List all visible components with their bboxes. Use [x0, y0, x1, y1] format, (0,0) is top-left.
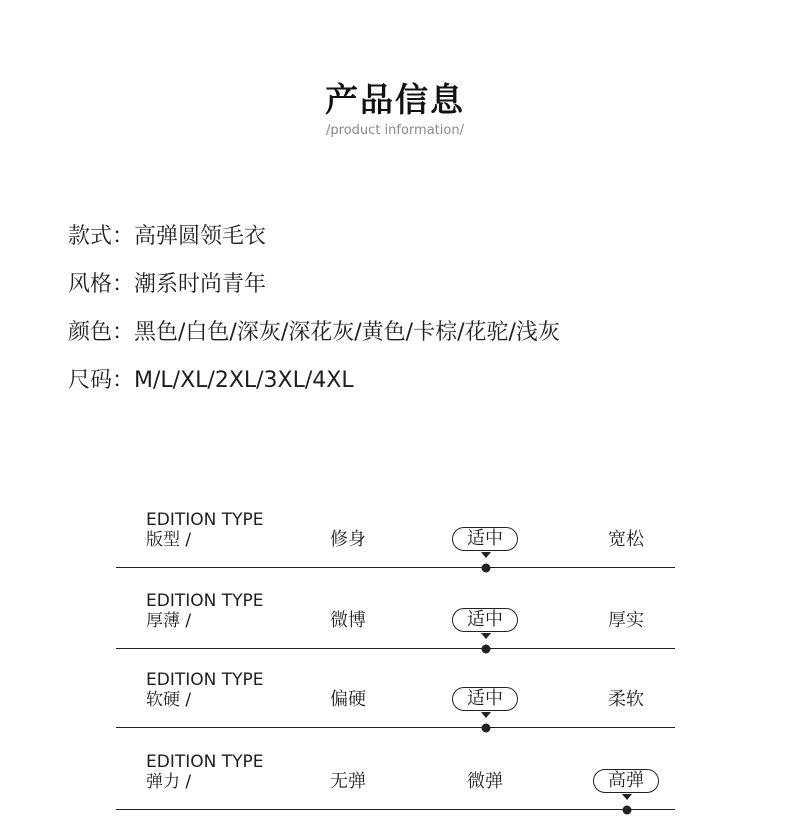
info-value: 高弹圆领毛衣 [134, 224, 267, 249]
spec-option: 无弹 [330, 771, 366, 792]
spec-option-selected: 适中 [452, 527, 518, 551]
info-row-color [68, 318, 560, 366]
info-list [68, 222, 560, 414]
spec-label-en: EDITION TYPE [146, 670, 264, 690]
spec-option: 厚实 [608, 610, 644, 631]
selection-dot [482, 645, 491, 654]
spec-option: 微博 [330, 610, 366, 631]
spec-divider [116, 567, 675, 568]
spec-label [146, 752, 264, 792]
spec-divider [116, 809, 675, 810]
spec-option: 修身 [330, 529, 366, 550]
spec-row [116, 670, 675, 728]
spec-label [146, 510, 264, 550]
selection-pointer [481, 712, 491, 718]
spec-divider [116, 727, 675, 728]
spec-label [146, 670, 264, 710]
page-title: 产品信息 [325, 80, 465, 119]
spec-row [116, 591, 675, 649]
info-row-size [68, 366, 560, 414]
info-label: 颜色： [68, 320, 135, 345]
info-row-style [68, 222, 560, 270]
spec-label [146, 591, 264, 631]
info-value: M/L/XL/2XL/3XL/4XL [134, 368, 354, 393]
info-row-fashion [68, 270, 560, 318]
spec-label-cn: 软硬 / [146, 690, 192, 710]
spec-label-en: EDITION TYPE [146, 752, 264, 772]
spec-row [116, 752, 675, 810]
spec-option-selected: 适中 [452, 687, 518, 711]
spec-option-selected: 适中 [452, 608, 518, 632]
spec-option: 宽松 [608, 529, 644, 550]
info-label: 风格： [68, 272, 135, 297]
info-label: 款式： [68, 224, 135, 249]
page-subtitle: /product information/ [326, 123, 464, 138]
selection-dot [482, 564, 491, 573]
selection-pointer [622, 794, 632, 800]
info-label: 尺码： [68, 368, 135, 393]
selection-pointer [481, 633, 491, 639]
selection-pointer [481, 552, 491, 558]
info-value: 黑色/白色/深灰/深花灰/黄色/卡棕/花驼/浅灰 [134, 320, 560, 345]
selection-dot [482, 724, 491, 733]
spec-option-selected: 高弹 [593, 769, 659, 793]
spec-label-cn: 版型 / [146, 530, 192, 550]
spec-option: 柔软 [608, 689, 644, 710]
spec-option: 偏硬 [330, 689, 366, 710]
spec-label-cn: 弹力 / [146, 772, 192, 792]
spec-label-cn: 厚薄 / [146, 611, 192, 631]
spec-option: 微弹 [467, 771, 503, 792]
spec-label-en: EDITION TYPE [146, 510, 264, 530]
spec-label-en: EDITION TYPE [146, 591, 264, 611]
info-value: 潮系时尚青年 [134, 272, 267, 297]
spec-divider [116, 648, 675, 649]
spec-row [116, 510, 675, 568]
selection-dot [623, 806, 632, 815]
